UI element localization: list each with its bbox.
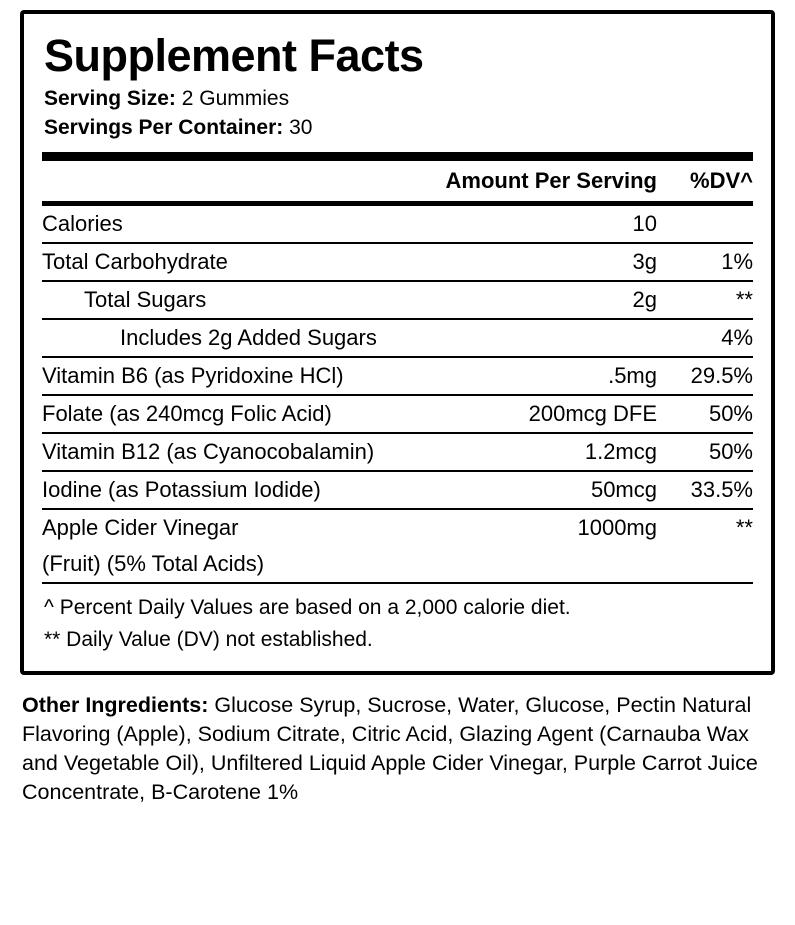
panel-title: Supplement Facts (44, 30, 424, 81)
row-amount: 3g (419, 243, 657, 281)
row-dv: 4% (657, 319, 753, 357)
table-row (42, 243, 753, 281)
supplement-facts-panel (20, 10, 775, 675)
row-amount (419, 319, 657, 357)
row-name: Iodine (as Potassium Iodide) (42, 471, 419, 509)
row-name: (Fruit) (5% Total Acids) (42, 546, 419, 583)
row-amount: 50mcg (419, 471, 657, 509)
row-name: Total Sugars (42, 281, 419, 319)
header-percent-dv: %DV^ (657, 161, 753, 204)
other-ingredients-text: Glucose Syrup, Sucrose, Water, Glucose, Pectin Natural Flavoring (Apple), Sodium Citrate, Citric Acid, Glazing Agent (Carnauba Wax and Vegetable Oil), Unfiltered Liquid Apple Cider Vinegar, Purple Carrot Juice Concentrate, B-Carotene 1% (22, 692, 758, 804)
row-dv: ** (657, 281, 753, 319)
serving-size-line (44, 85, 753, 113)
row-dv: 50% (657, 433, 753, 471)
row-dv: 1% (657, 243, 753, 281)
table-row (42, 319, 753, 357)
row-dv: ** (735, 514, 753, 540)
servings-per-container-line (44, 114, 753, 142)
row-name: Calories (42, 203, 419, 243)
table-row (42, 203, 753, 243)
row-amount (419, 546, 657, 583)
table-row (42, 433, 753, 471)
other-ingredients-label: Other Ingredients: (22, 692, 209, 717)
footnote-daily-values: ^ Percent Daily Values are based on a 2,000 calorie diet. (44, 595, 571, 619)
row-dv (657, 546, 753, 583)
row-name: Includes 2g Added Sugars (42, 319, 419, 357)
header-spacer (42, 161, 419, 204)
table-row (42, 509, 753, 546)
row-dv: 50% (657, 395, 753, 433)
row-amount: 200mcg DFE (419, 395, 657, 433)
divider-thick (42, 152, 753, 161)
table-row (42, 546, 753, 583)
table-header-row (42, 161, 753, 204)
table-row (42, 395, 753, 433)
row-amount: 1.2mcg (419, 433, 657, 471)
nutrition-table (42, 161, 753, 584)
row-name: Apple Cider Vinegar (42, 514, 239, 540)
serving-size-value: 2 Gummies (181, 87, 290, 111)
header-amount-per-serving: Amount Per Serving (419, 161, 657, 204)
serving-size-label: Serving Size: (44, 87, 176, 111)
row-amount: 10 (419, 203, 657, 243)
row-name: Folate (as 240mcg Folic Acid) (42, 395, 419, 433)
row-name: Vitamin B12 (as Cyanocobalamin) (42, 433, 419, 471)
servings-per-container-value: 30 (289, 115, 313, 139)
row-amount: 1000mg (577, 514, 657, 540)
row-amount: 2g (419, 281, 657, 319)
table-row (42, 281, 753, 319)
row-name: Total Carbohydrate (42, 243, 419, 281)
other-ingredients-section (20, 691, 775, 807)
row-dv: 29.5% (657, 357, 753, 395)
row-dv: 33.5% (657, 471, 753, 509)
row-amount: .5mg (419, 357, 657, 395)
table-row (42, 357, 753, 395)
servings-per-container-label: Servings Per Container: (44, 115, 284, 139)
row-name: Vitamin B6 (as Pyridoxine HCl) (42, 357, 419, 395)
row-dv (657, 203, 753, 243)
table-row (42, 471, 753, 509)
footnote-dv-not-established: ** Daily Value (DV) not established. (44, 627, 373, 651)
